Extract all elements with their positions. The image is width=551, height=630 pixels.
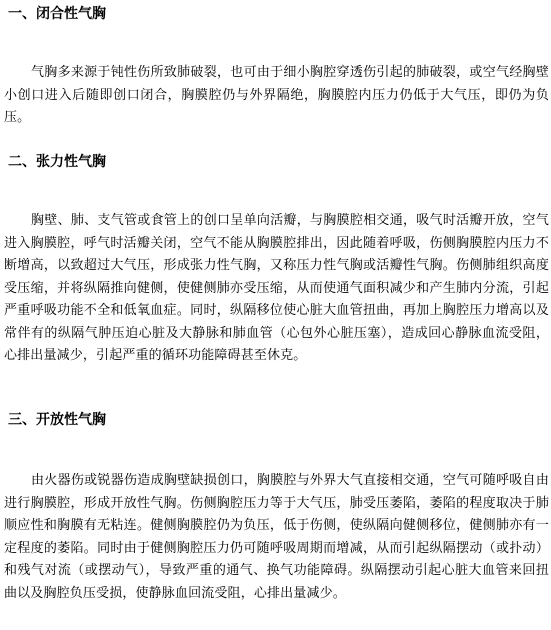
section-paragraph: 气胸多来源于钝性伤所致肺破裂，也可由于细小胸腔穿透伤引起的肺破裂，或空气经胸壁小创口进入后随即创口闭合，胸膜腔仍与外界隔绝，胸膜腔内压力仍低于大气压，即仍为负压。	[4, 65, 549, 125]
section-paragraph: 胸壁、肺、支气管或食管上的创口呈单向活瓣，与胸膜腔相交通，吸气时活瓣开放，空气进入胸膜腔，呼气时活瓣关闭，空气不能从胸膜腔排出，因此随着呼吸，伤侧胸膜腔内压力不断增高，以致超过大气压，形成张力性气胸，又称压力性气胸或活瓣性气胸。伤侧肺组织高度受压缩，并将纵隔推向健侧，使健侧肺亦受压缩，从而使通气面积减少和产生肺内分流，引起严重呼吸功能不全和低氧血症。同时，纵隔移位使心脏大血管扭曲，再加上胸腔压力增高以及常伴有的纵隔气肿压迫心脏及大静脉和肺血管（心包外心脏压塞），造成回心静脉血流受阻，心排出量减少，引起严重的循环功能障碍甚至休克。	[4, 213, 549, 363]
section-heading: 二、张力性气胸	[8, 154, 106, 170]
section-tension-pneumothorax	[0, 152, 551, 368]
section-open-pneumothorax	[0, 410, 551, 605]
section-closed-pneumothorax	[0, 4, 551, 130]
section-paragraph: 由火器伤或锐器伤造成胸壁缺损创口，胸膜腔与外界大气直接相交通，空气可随呼吸自由进行胸膜腔，形成开放性气胸。伤侧胸腔压力等于大气压，肺受压萎陷，萎陷的程度取决于肺顺应性和胸膜有无粘连。健侧胸膜腔仍为负压，低于伤侧，使纵隔向健侧移位，健侧肺亦有一定程度的萎陷。同时由于健侧胸腔压力仍可随呼吸周期而增减，从而引起纵隔摆动（或扑动）和残气对流（或摆动气），导致严重的通气、换气功能障碍。纵隔摆动引起心脏大血管来回扭曲以及胸腔负压受损，使静脉血回流受阻，心排出量减少。	[4, 473, 549, 601]
section-heading: 三、开放性气胸	[8, 412, 106, 428]
section-heading: 一、闭合性气胸	[8, 6, 106, 22]
